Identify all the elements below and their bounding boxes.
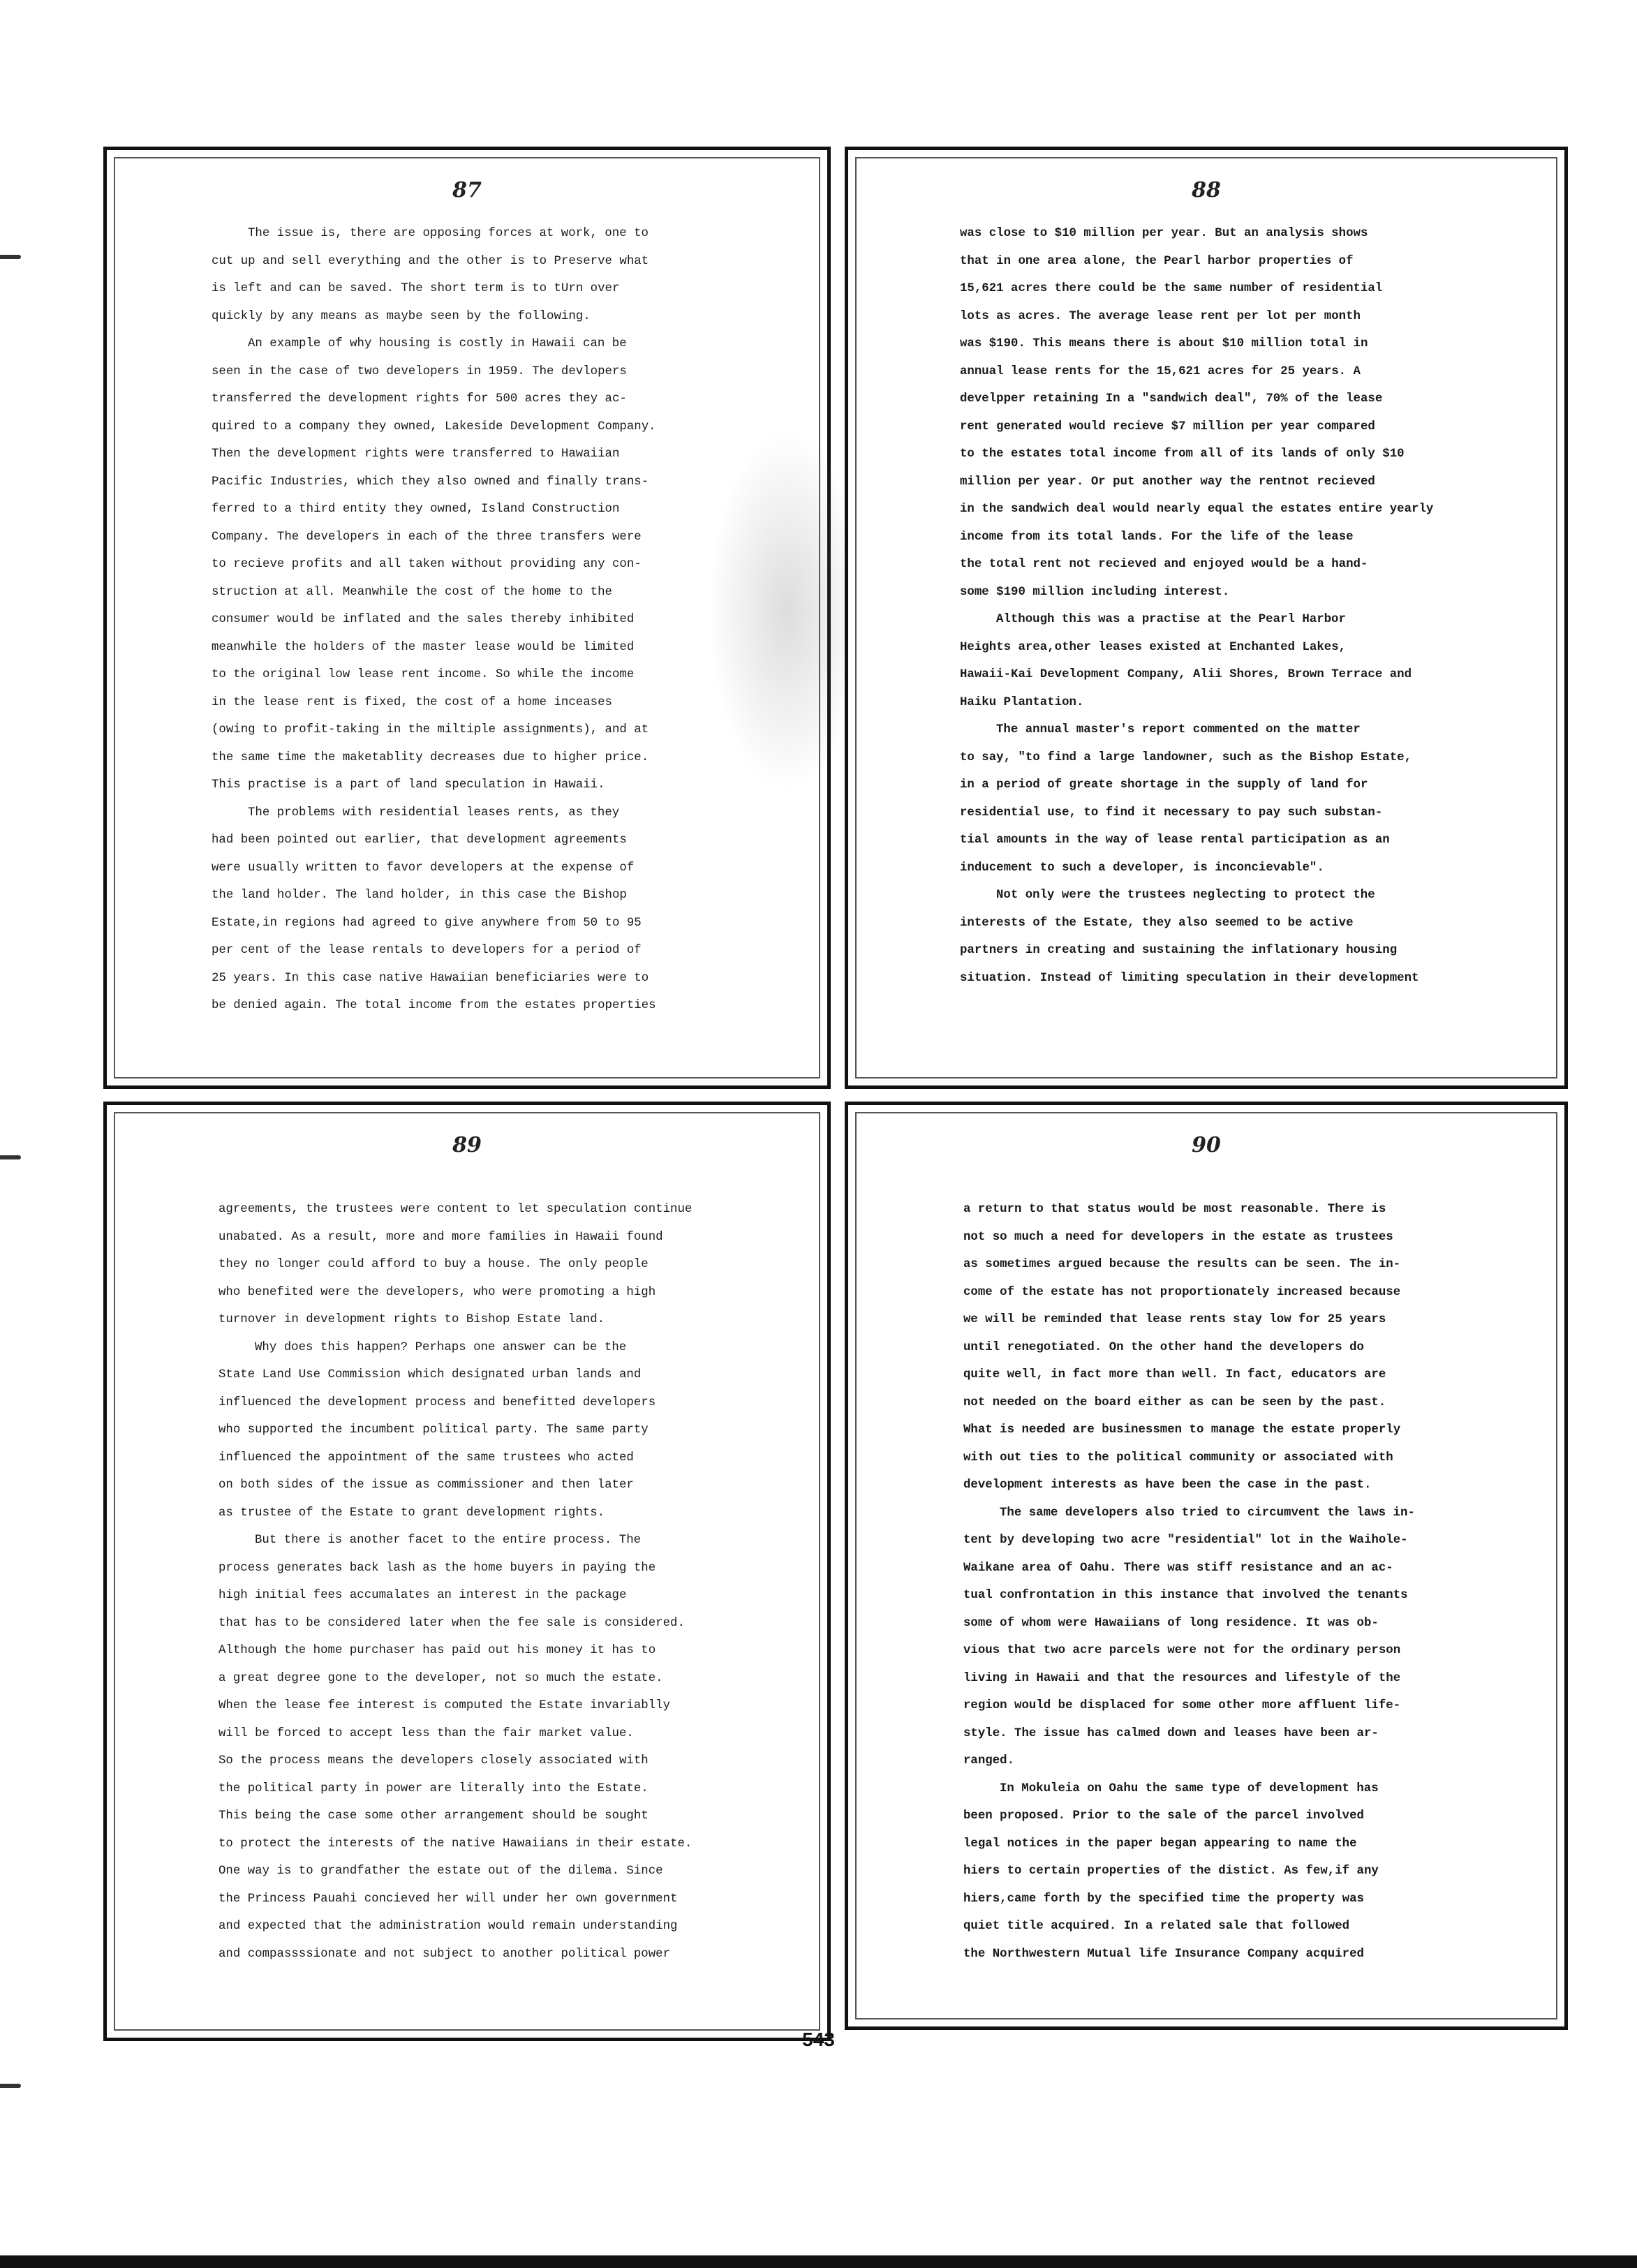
- text-line: and compassssionate and not subject to another political power: [218, 1947, 671, 1961]
- text-line: What is needed are businessmen to manage the estate properly: [963, 1423, 1401, 1437]
- text-line: Why does this happen? Perhaps one answer can be the: [255, 1340, 627, 1354]
- text-line: to recieve profits and all taken without providing any con-: [212, 558, 642, 571]
- text-line: quite well, in fact more than well. In fact, educators are: [963, 1368, 1386, 1381]
- page-panel-89: [103, 1102, 831, 2041]
- text-line: An example of why housing is costly in Hawaii can be: [248, 337, 627, 350]
- text-line: residential use, to find it necessary to pay such substan-: [960, 806, 1383, 820]
- binder-hole-mark: [0, 2084, 21, 2088]
- text-line: seen in the case of two developers in 1959. The devlopers: [212, 364, 627, 378]
- text-line: the same time the maketablity decreases due to higher price.: [212, 750, 649, 764]
- text-line: interests of the Estate, they also seemed to be active: [960, 916, 1354, 930]
- text-line: until renegotiated. On the other hand the developers do: [963, 1340, 1364, 1354]
- text-line: In Mokuleia on Oahu the same type of development has: [1000, 1781, 1379, 1795]
- text-line: process generates back lash as the home buyers in paying the: [218, 1561, 656, 1575]
- page-number: 88: [1192, 178, 1221, 202]
- text-line: cut up and sell everything and the other is to Preserve what: [212, 254, 649, 268]
- text-line: struction at all. Meanwhile the cost of the home to the: [212, 585, 612, 599]
- text-line: and expected that the administration would remain understanding: [218, 1920, 678, 1933]
- text-line: tual confrontation in this instance that involved the tenants: [963, 1589, 1408, 1602]
- text-line: quiet title acquired. In a related sale that followed: [963, 1920, 1350, 1933]
- text-line: a return to that status would be most reasonable. There is: [963, 1203, 1386, 1216]
- page-body-text: [960, 220, 1543, 992]
- binder-hole-mark: [0, 1155, 21, 1159]
- page-number: 90: [1192, 1133, 1221, 1157]
- text-line: a great degree gone to the developer, not so much the estate.: [218, 1671, 663, 1685]
- text-line: influenced the appointment of the same trustees who acted: [218, 1451, 634, 1465]
- text-line: The problems with residential leases rents, as they: [248, 806, 620, 820]
- text-line: annual lease rents for the 15,621 acres for 25 years. A: [960, 364, 1361, 378]
- text-line: to say, "to find a large landowner, such as the Bishop Estate,: [960, 750, 1412, 764]
- text-line: Heights area,other leases existed at Enchanted Lakes,: [960, 640, 1347, 654]
- text-line: Haiku Plantation.: [960, 695, 1084, 709]
- text-line: hiers to certain properties of the distict. As few,if any: [963, 1865, 1379, 1878]
- text-line: transferred the development rights for 500 acres they ac-: [212, 392, 627, 406]
- page-panel-90: [845, 1102, 1568, 2030]
- text-line: This practise is a part of land speculation in Hawaii.: [212, 778, 605, 792]
- folio-page-number: 543: [802, 2029, 835, 2050]
- text-line: consumer would be inflated and the sales thereby inhibited: [212, 613, 635, 626]
- text-line: State Land Use Commission which designated urban lands and: [218, 1368, 642, 1381]
- text-line: per cent of the lease rentals to developers for a period of: [212, 944, 642, 957]
- text-line: that in one area alone, the Pearl harbor properties of: [960, 254, 1354, 268]
- text-line: unabated. As a result, more and more families in Hawaii found: [218, 1230, 663, 1244]
- text-line: the Princess Pauahi concieved her will under her own government: [218, 1892, 678, 1906]
- text-line: vious that two acre parcels were not for the ordinary person: [963, 1644, 1401, 1657]
- text-line: not needed on the board either as can be seen by the past.: [963, 1395, 1386, 1409]
- text-line: This being the case some other arrangement should be sought: [218, 1809, 649, 1823]
- text-line: Pacific Industries, which they also owned and finally trans-: [212, 475, 649, 489]
- text-line: 15,621 acres there could be the same number of residential: [960, 282, 1383, 295]
- text-line: to the estates total income from all of its lands of only $10: [960, 447, 1405, 461]
- text-line: Although this was a practise at the Pearl Harbor: [996, 613, 1346, 626]
- text-line: Then the development rights were transferred to Hawaiian: [212, 447, 620, 461]
- text-line: as trustee of the Estate to grant development rights.: [218, 1506, 605, 1520]
- page-number: 87: [452, 178, 482, 202]
- text-line: development interests as have been the case in the past.: [963, 1478, 1372, 1492]
- text-line: ferred to a third entity they owned, Island Construction: [212, 503, 620, 516]
- text-line: partners in creating and sustaining the inflationary housing: [960, 944, 1398, 957]
- text-line: was close to $10 million per year. But an analysis shows: [960, 227, 1368, 240]
- text-line: The same developers also tried to circumvent the laws in-: [1000, 1506, 1415, 1520]
- text-line: with out ties to the political community or associated with: [963, 1451, 1393, 1465]
- text-line: quired to a company they owned, Lakeside Development Company.: [212, 420, 656, 433]
- text-line: had been pointed out earlier, that development agreements: [212, 833, 627, 847]
- text-line: rent generated would recieve $7 million per year compared: [960, 420, 1375, 433]
- text-line: Estate,in regions had agreed to give anywhere from 50 to 95: [212, 916, 642, 930]
- text-line: lots as acres. The average lease rent per lot per month: [960, 309, 1361, 323]
- text-line: meanwhile the holders of the master lease would be limited: [212, 640, 635, 654]
- text-line: will be forced to accept less than the fair market value.: [218, 1726, 634, 1740]
- text-line: The annual master's report commented on the matter: [996, 723, 1361, 736]
- text-line: the total rent not recieved and enjoyed would be a hand-: [960, 558, 1368, 571]
- text-line: that has to be considered later when the fee sale is considered.: [218, 1616, 685, 1630]
- text-line: the land holder. The land holder, in this case the Bishop: [212, 889, 627, 902]
- text-line: But there is another facet to the entire process. The: [255, 1534, 642, 1547]
- text-line: tent by developing two acre "residential" lot in the Waihole-: [963, 1534, 1408, 1547]
- text-line: in the lease rent is fixed, the cost of a home inceases: [212, 695, 612, 709]
- text-line: Company. The developers in each of the three transfers were: [212, 530, 642, 544]
- page-number: 89: [452, 1133, 482, 1157]
- binder-hole-mark: [0, 255, 21, 259]
- text-line: come of the estate has not proportionately increased because: [963, 1285, 1401, 1299]
- text-line: income from its total lands. For the life of the lease: [960, 530, 1354, 544]
- text-line: in a period of greate shortage in the supply of land for: [960, 778, 1368, 792]
- text-line: to the original low lease rent income. So while the income: [212, 668, 635, 681]
- text-line: (owing to profit-taking in the miltiple assignments), and at: [212, 723, 649, 736]
- text-line: who benefited were the developers, who were promoting a high: [218, 1285, 656, 1299]
- text-line: Waikane area of Oahu. There was stiff resistance and an ac-: [963, 1561, 1393, 1575]
- text-line: tial amounts in the way of lease rental participation as an: [960, 833, 1390, 847]
- text-line: One way is to grandfather the estate out of the dilema. Since: [218, 1865, 663, 1878]
- text-line: develpper retaining In a "sandwich deal", 70% of the lease: [960, 392, 1383, 406]
- text-line: Hawaii-Kai Development Company, Alii Shores, Brown Terrace and: [960, 668, 1412, 681]
- page-panel-88: [845, 147, 1568, 1089]
- text-line: agreements, the trustees were content to let speculation continue: [218, 1203, 692, 1216]
- text-line: we will be reminded that lease rents stay low for 25 years: [963, 1313, 1386, 1326]
- text-line: inducement to such a developer, is inconcievable".: [960, 861, 1324, 875]
- text-line: were usually written to favor developers at the expense of: [212, 861, 635, 875]
- page-body-text: [218, 1196, 799, 1968]
- text-line: is left and can be saved. The short term is to tUrn over: [212, 282, 620, 295]
- text-line: on both sides of the issue as commissioner and then later: [218, 1478, 634, 1492]
- text-line: hiers,came forth by the specified time the property was: [963, 1892, 1364, 1906]
- text-line: who supported the incumbent political party. The same party: [218, 1423, 649, 1437]
- text-line: style. The issue has calmed down and leases have been ar-: [963, 1726, 1379, 1740]
- text-line: was $190. This means there is about $10 million total in: [960, 337, 1368, 350]
- text-line: the Northwestern Mutual life Insurance Company acquired: [963, 1947, 1364, 1961]
- text-line: to protect the interests of the native Hawaiians in their estate.: [218, 1837, 692, 1851]
- text-line: Not only were the trustees neglecting to protect the: [996, 889, 1375, 902]
- text-line: in the sandwich deal would nearly equal the estates entire yearly: [960, 503, 1434, 516]
- text-line: turnover in development rights to Bishop Estate land.: [218, 1313, 605, 1326]
- text-line: be denied again. The total income from the estates properties: [212, 999, 656, 1012]
- text-line: not so much a need for developers in the estate as trustees: [963, 1230, 1393, 1244]
- text-line: When the lease fee interest is computed the Estate invariablly: [218, 1699, 671, 1712]
- text-line: some $190 million including interest.: [960, 585, 1230, 599]
- text-line: as sometimes argued because the results can be seen. The in-: [963, 1258, 1401, 1271]
- page-body-text: [212, 220, 750, 1020]
- text-line: the political party in power are literally into the Estate.: [218, 1781, 649, 1795]
- scan-bottom-edge: [0, 2255, 1637, 2268]
- text-line: living in Hawaii and that the resources and lifestyle of the: [963, 1671, 1401, 1685]
- text-line: Although the home purchaser has paid out his money it has to: [218, 1644, 656, 1657]
- text-line: they no longer could afford to buy a house. The only people: [218, 1258, 649, 1271]
- page-body-text: [963, 1196, 1509, 1968]
- text-line: legal notices in the paper began appearing to name the: [963, 1837, 1357, 1851]
- text-line: million per year. Or put another way the rentnot recieved: [960, 475, 1375, 489]
- text-line: The issue is, there are opposing forces at work, one to: [248, 227, 649, 240]
- text-line: region would be displaced for some other more affluent life-: [963, 1699, 1401, 1712]
- text-line: high initial fees accumalates an interest in the package: [218, 1589, 627, 1602]
- text-line: quickly by any means as maybe seen by the following.: [212, 309, 591, 323]
- text-line: 25 years. In this case native Hawaiian beneficiaries were to: [212, 971, 649, 985]
- text-line: So the process means the developers closely associated with: [218, 1754, 649, 1767]
- page-panel-87: [103, 147, 831, 1089]
- text-line: influenced the development process and benefitted developers: [218, 1395, 656, 1409]
- text-line: situation. Instead of limiting speculation in their development: [960, 971, 1419, 985]
- text-line: ranged.: [963, 1754, 1015, 1767]
- text-line: some of whom were Hawaiians of long residence. It was ob-: [963, 1616, 1379, 1630]
- text-line: been proposed. Prior to the sale of the parcel involved: [963, 1809, 1364, 1823]
